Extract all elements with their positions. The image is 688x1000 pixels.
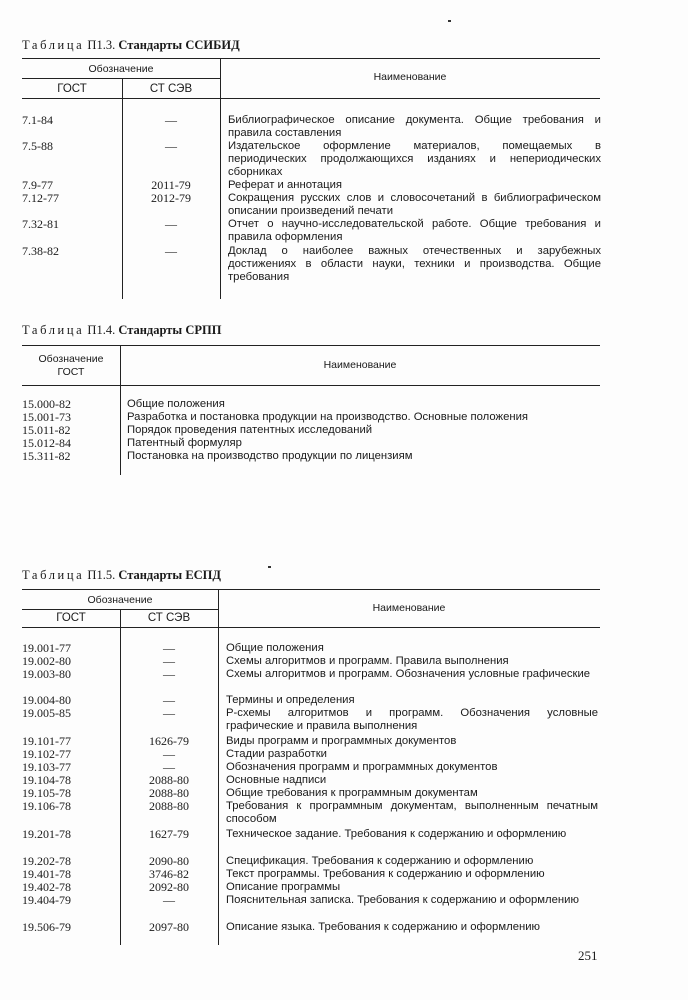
cell-st-sev: — [163,693,175,707]
cell-gost: 7.9-77 [22,178,53,192]
cell-name: Схемы алгоритмов и программ. Обозначения условные графические [226,668,591,680]
cell-name: Пояснительная записка. Требования к содержанию и оформлению [226,894,579,906]
column-divider [220,58,221,299]
header-st-sev: СТ СЭВ [147,612,191,624]
table-rule-top [22,345,600,346]
cell-name: Общие положения [226,642,324,654]
header-gost: ГОСТ [57,83,87,95]
cell-gost: 19.402-78 [22,880,71,894]
cell-name: Отчет о научно-исследовательской работе. Общие требования и правила оформления [228,218,601,243]
cell-st-sev: — [165,244,177,258]
header-name: Наименование [323,359,397,371]
caption-title: Стандарты ЕСПД [118,568,222,582]
header-designation-line1: Обозначение [38,353,104,365]
cell-gost: 15.000-82 [22,397,71,411]
cell-st-sev: — [163,667,175,681]
cell-gost: 19.005-85 [22,706,71,720]
caption-number: П1.4. [87,323,116,337]
cell-name: Требования к программным документам, выполненным печатным способом [226,800,598,825]
header-designation-line2: ГОСТ [57,366,85,378]
cell-gost: 19.004-80 [22,693,71,707]
cell-name: Описание языка. Требования к содержанию и оформлению [226,921,541,933]
scan-speck [448,20,451,22]
cell-name: Текст программы. Требования к содержанию и оформлению [226,868,545,880]
table-rule-header-bottom [22,385,600,386]
header-name: Наименование [372,602,446,614]
caption-number: П1.3. [87,38,116,52]
cell-st-sev: 2088-80 [149,773,189,787]
caption-title: Стандарты СРПП [118,323,222,337]
cell-name: Общие требования к программным документам [226,787,478,799]
cell-gost: 15.311-82 [22,449,71,463]
cell-gost: 19.201-78 [22,827,71,841]
page-number: 251 [578,948,598,963]
header-name: Наименование [373,71,447,83]
cell-st-sev: — [163,893,175,907]
cell-name: Реферат и аннотация [228,179,343,191]
cell-gost: 19.001-77 [22,641,71,655]
cell-st-sev: 3746-82 [149,867,189,881]
cell-name: Основные надписи [226,774,327,786]
cell-st-sev: 2088-80 [149,786,189,800]
cell-gost: 19.002-80 [22,654,71,668]
cell-gost: 19.003-80 [22,667,71,681]
cell-st-sev: 2011-79 [151,178,191,192]
table-rule-top [22,58,600,59]
cell-gost: 19.102-77 [22,747,71,761]
header-st-sev: СТ СЭВ [149,83,193,95]
caption-title: Стандарты ССИБИД [118,38,240,52]
cell-gost: 19.202-78 [22,854,71,868]
cell-name: Описание программы [226,881,341,893]
cell-name: Сокращения русских слов и словосочетаний в библиографическом описании произведений печати [228,192,601,217]
cell-st-sev: — [165,139,177,153]
cell-st-sev: — [165,217,177,231]
scan-speck [268,566,271,568]
table-rule-header-bottom [22,627,600,628]
caption-number: П1.5. [87,568,116,582]
header-gost: ГОСТ [56,612,86,624]
cell-name: Общие положения [127,398,225,410]
cell-name: Патентный формуляр [127,437,242,449]
cell-st-sev: — [163,654,175,668]
table-rule-top [22,589,600,590]
cell-gost: 19.506-79 [22,920,71,934]
cell-st-sev: 2090-80 [149,854,189,868]
cell-st-sev: 2092-80 [149,880,189,894]
cell-st-sev: 2097-80 [149,920,189,934]
cell-name: Порядок проведения патентных исследований [127,424,373,436]
cell-name: Схемы алгоритмов и программ. Правила выполнения [226,655,509,667]
cell-name: Техническое задание. Требования к содержанию и оформлению [226,828,567,840]
cell-name: Доклад о наиболее важных отечественных и зарубежных достижениях в области науки, техники и производства. Общие требования [228,245,601,283]
cell-name: Стадии разработки [226,748,327,760]
cell-gost: 19.401-78 [22,867,71,881]
table-rule-header-bottom [22,98,600,99]
cell-gost: 19.106-78 [22,799,71,813]
cell-st-sev: 1626-79 [149,734,189,748]
cell-st-sev: — [163,747,175,761]
cell-gost: 7.38-82 [22,244,59,258]
column-divider [218,589,219,945]
caption-prefix: Таблица [22,323,85,337]
table-caption-p1-4 [22,323,221,338]
cell-gost: 7.32-81 [22,217,59,231]
cell-gost: 15.001-73 [22,410,71,424]
cell-name: Р-схемы алгоритмов и программ. Обозначения условные графические и правила выполнения [226,707,598,732]
cell-st-sev: — [163,641,175,655]
cell-gost: 15.011-82 [22,423,71,437]
cell-name: Издательское оформление материалов, помещаемых в периодических продолжающихся изданиях и непериодических сборниках [228,140,601,178]
cell-gost: 19.101-77 [22,734,71,748]
cell-st-sev: — [163,760,175,774]
header-designation: Обозначение [87,594,153,606]
cell-gost: 7.5-88 [22,139,53,153]
cell-gost: 19.404-79 [22,893,71,907]
header-designation [22,353,120,379]
cell-name: Виды программ и программных документов [226,735,457,747]
cell-name: Обозначения программ и программных документов [226,761,498,773]
cell-name: Библиографическое описание документа. Общие требования и правила составления [228,114,601,139]
cell-gost: 7.1-84 [22,113,53,127]
cell-st-sev: 1627-79 [149,827,189,841]
table-rule-group [22,78,220,79]
table-caption-p1-5 [22,568,221,583]
cell-name: Термины и определения [226,694,355,706]
cell-gost: 19.105-78 [22,786,71,800]
cell-st-sev: 2012-79 [151,191,191,205]
header-designation: Обозначение [88,63,154,75]
cell-name: Постановка на производство продукции по лицензиям [127,450,413,462]
caption-prefix: Таблица [22,38,85,52]
caption-prefix: Таблица [22,568,85,582]
cell-st-sev: — [165,113,177,127]
cell-gost: 19.103-77 [22,760,71,774]
table-caption-p1-3 [22,38,240,53]
cell-name: Спецификация. Требования к содержанию и оформлению [226,855,534,867]
cell-gost: 19.104-78 [22,773,71,787]
cell-gost: 15.012-84 [22,436,71,450]
cell-name: Разработка и постановка продукции на производство. Основные положения [127,411,529,423]
cell-st-sev: 2088-80 [149,799,189,813]
cell-gost: 7.12-77 [22,191,59,205]
cell-st-sev: — [163,706,175,720]
